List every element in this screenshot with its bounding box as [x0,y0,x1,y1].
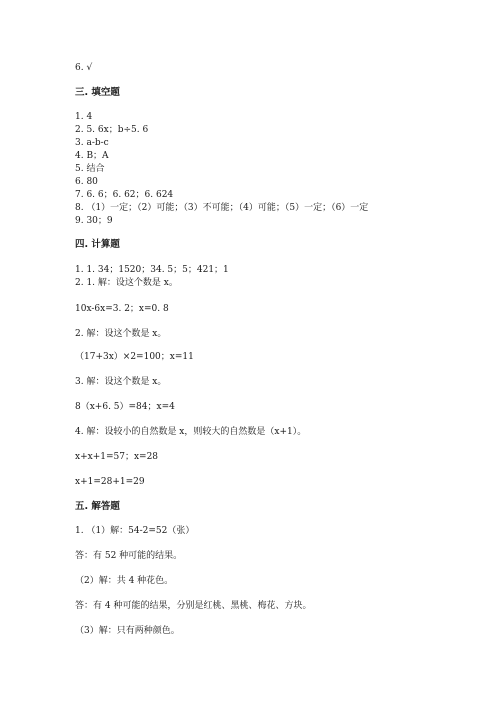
calc-line-10: x+1=28+1=29 [75,477,145,487]
solution-line-2: 答：有 52 种可能的结果。 [75,551,183,561]
calc-line-8: 4. 解：设较小的自然数是 x，则较大的自然数是（x+1）。 [75,427,307,437]
calc-line-5: （17+3x）×2=100；x=11 [75,352,194,362]
answer-line-6: 6. √ [75,63,93,73]
section-heading-fill-blank: 三. 填空题 [75,87,120,98]
calc-line-4: 2. 解：设这个数是 x。 [75,329,167,339]
calc-line-9: x+x+1=57；x=28 [75,452,159,462]
solution-line-5: （3）解：只有两种颜色。 [75,626,180,636]
fill-answer-3: 3. a-b-c [75,138,109,148]
fill-answer-1: 1. 4 [75,112,93,122]
section-heading-word-problems: 五. 解答题 [75,501,120,512]
calc-line-3: 10x-6x=3. 2；x=0. 8 [75,304,169,314]
fill-answer-7: 7. 6. 6；6. 62；6. 624 [75,190,174,200]
fill-answer-9: 9. 30；9 [75,216,113,226]
calc-line-1: 1. 1. 34；1520；34. 5；5；421；1 [75,265,229,275]
calc-line-7: 8（x+6. 5）=84；x=4 [75,402,175,412]
section-heading-calculation: 四. 计算题 [75,239,120,250]
fill-answer-6: 6. 80 [75,177,98,187]
solution-line-1: 1. （1）解：54-2=52（张） [75,526,195,536]
solution-line-4: 答：有 4 种可能的结果，分别是红桃、黑桃、梅花、方块。 [75,601,312,611]
solution-line-3: （2）解：共 4 种花色。 [75,576,174,586]
calc-line-2: 2. 1. 解：设这个数是 x。 [75,278,178,288]
calc-line-6: 3. 解：设这个数是 x。 [75,377,167,387]
fill-answer-5: 5. 结合 [75,164,105,174]
fill-answer-8: 8. （1）一定；（2）可能；（3）不可能；（4）可能；（5）一定；（6）一定 [75,203,369,213]
fill-answer-4: 4. B；A [75,151,109,161]
fill-answer-2: 2. 5. 6x；b÷5. 6 [75,125,149,135]
